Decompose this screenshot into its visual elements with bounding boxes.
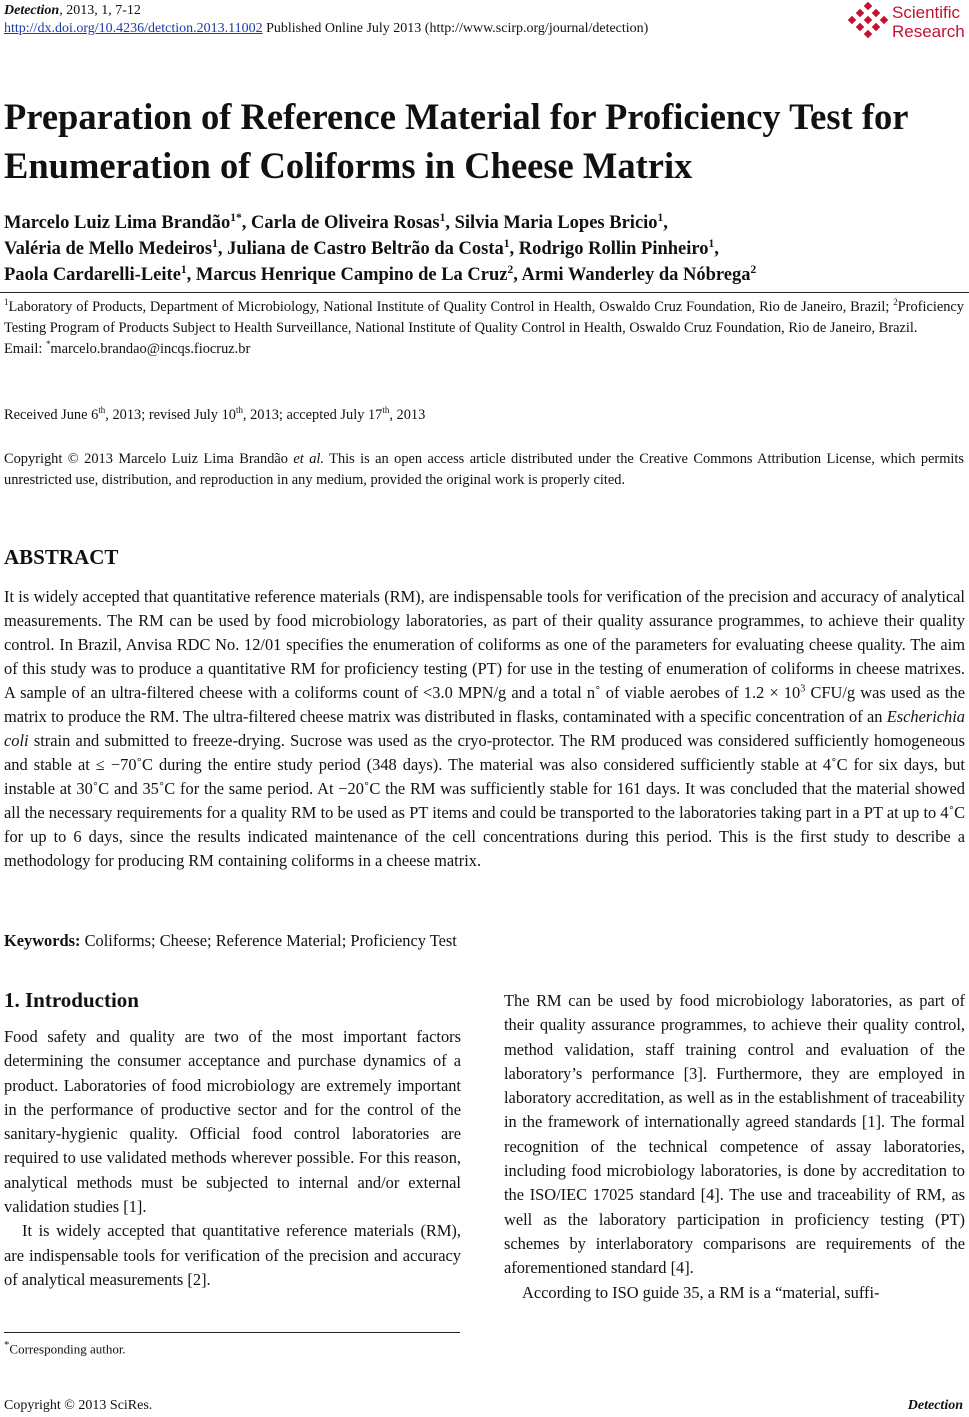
section-heading: 1. Introduction [4,988,139,1012]
paragraph: According to ISO guide 35, a RM is a “material, suffi- [522,1282,880,1302]
author-name: Juliana de Castro Beltrão da Costa [227,239,504,259]
footnote-divider [4,1332,460,1333]
affiliation-1: Laboratory of Products, Department of Microbiology, National Institute of Quality Control in Health, Oswaldo Cruz Foundation, Rio de Janeiro, Brazil; [8,299,894,315]
footer-journal: Detection [907,1398,963,1413]
journal-header [4,2,648,38]
right-column [504,989,965,1305]
keywords [4,931,457,951]
abstract-body: It is widely accepted that quantitative reference materials (RM), are indispensable tools for verification of the precision and accuracy of analytical measurements. The RM can be used by food microbiology laboratories, as part of their quality assurance programmes, to achieve their quality control. In Brazil, Anvisa RDC No. 12/01 specifies the enumeration of coliforms as one of the parameters for evaluating cheese quality. The aim of this study was to produce a quantitative RM for proficiency testing (PT) for use in the testing of enumeration of coliforms in cheese matrixes. A sample of an ultra-filtered cheese with a coliforms count of <3.0 MPN/g and a total n˚ of viable aerobes of $1.2 \times 10^3$ CFU/g was used as the matrix to produce the RM. The ultra-filtered cheese matrix was distributed in flasks, contaminated with a specific concentration of an Escherichia coli strain and submitted to freeze-drying. Sucrose was used as the cryo-protector. The RM produced was considered sufficiently homogeneous and stable at ≤ −70˚C during the entire study period (348 days). The material was also considered sufficiently stable at 4˚C for six days, but instable at 30˚C and 35˚C for the same period. At −20˚C the RM was sufficiently stable for 161 days. It was concluded that the material showed all the necessary requirements for a quality RM to be used as PT items and could be transported to the laboratories taking part in a PT at up to 4˚C for up to 6 days, since the results indicated maintenance of the cell concentrations during this period. This is the first study to describe a methodology for producing RM containing coliforms in a cheese matrix. [4,587,965,870]
received-dates: Received June 6th, 2013; revised July 10th, 2013; accepted July 17th, 2013 [4,405,426,423]
author-list: Marcelo Luiz Lima Brandão$^{1*}$, Carla de Oliveira Rosas$^1$, Silvia Maria Lopes Bricio$^1$, Valéria de Mello Medeiros$^1$, Juliana de Castro Beltrão da Costa$^1$, Rodrigo Rollin Pinheiro$^1$, Paola Cardarelli-Leite$^1$, Marcus Henrique Campino de La Cruz$^2$, Armi Wanderley da Nóbrega$^2$ [4,211,757,285]
footer-copyright: Copyright © 2013 SciRes. [4,1398,153,1413]
logo-mark-icon [848,2,890,40]
citation: , 2013, 1, 7-12 [59,3,141,18]
author-affiliation-mark: 1 [180,263,187,276]
author-affiliation-mark: 1 [439,211,446,224]
author-name: Carla de Oliveira Rosas [251,213,440,233]
author-affiliation-mark: 1* [230,211,242,224]
footnote: *Corresponding author. [4,1339,126,1357]
divider [0,292,969,293]
author-name: Marcelo Luiz Lima Brandão [4,213,231,233]
author-name: Marcus Henrique Campino de La Cruz [195,265,508,285]
title-line-1: Preparation of Reference Material for Proficiency Test for [4,96,909,137]
affiliation-2: Proficiency Testing Program of Products Subject to Health Surveillance, National Institute of Quality Control in Health, Oswaldo Cruz Foundation, Rio de Janeiro, Brazil. [4,299,964,336]
title-line-2: Enumeration of Coliforms in Cheese Matrix [4,145,693,186]
abstract-heading: ABSTRACT [4,545,119,569]
author-name: Paola Cardarelli-Leite [4,265,181,285]
logo-line-2: Research [892,22,965,41]
keywords-label: Keywords: [4,931,81,950]
author-affiliation-mark: 1 [657,211,664,224]
author-name: Rodrigo Rollin Pinheiro [518,239,709,259]
paragraph: The RM can be used by food microbiology laboratories, as part of their quality assurance programmes, to achieve their quality control, method validation, staff training control and evaluation of the laboratory’s performance [3]. Furthermore, they are employed in laboratory accreditation, as well as in the establishment of traceability in the framework of internationally agreed standards [1]. The formal recognition of the technical competence of assay laboratories, including food microbiology laboratories, is done by accreditation to the ISO/IEC 17025 standard [4]. The use and traceability of RM, as well as the laboratory participation in proficiency testing (PT) schemes by interlaboratory comparisons are requirements of the aforementioned standard [4]. [504,991,965,1278]
author-affiliation-mark: 1 [708,237,715,250]
doi-link[interactable]: http://dx.doi.org/10.4236/detction.2013.11002 [4,21,263,36]
copyright-notice: Copyright © 2013 Marcelo Luiz Lima Brandão et al. This is an open access article distributed under the Creative Commons Attribution License, which permits unrestricted use, distribution, and reproduction in any medium, provided the original work is properly cited. [4,451,965,488]
author-affiliation-mark: 1 [503,237,510,250]
logo-text [892,3,965,41]
author-affiliation-mark: 2 [507,263,514,276]
publisher-logo [848,2,969,42]
paragraph: Food safety and quality are two of the most important factors determining the consumer acceptance and purchase dynamics of a product. Laboratories of food microbiology are extremely important in the performance of productive sector and for the control of the sanitary-hygienic quality. Official food control laboratories are required to use validated methods wherever possible. For this reason, analytical methods must be subjected to internal and/or external validation studies [1]. [4,1027,461,1217]
left-column [4,1025,461,1292]
paper-title [4,92,964,190]
logo-line-1: Scientific [892,3,961,22]
published-info: Published Online July 2013 (http://www.scirp.org/journal/detection) [262,21,649,36]
author-affiliation-mark: 1 [212,237,218,250]
affiliations: $^1$Laboratory of Products, Department of Microbiology, National Institute of Quality Control in Health, Oswaldo Cruz Foundation, Rio de Janeiro, Brazil; $^2$Proficiency Testing Program of Products Subject to Health Surveillance, National Institute of Quality Control in Health, Oswaldo Cruz Foundation, Rio de Janeiro, Brazil. Email: *marcelo.brandao@incqs.fiocruz.br [4,297,964,357]
email-label: Email: [4,341,46,357]
paragraph: It is widely accepted that quantitative reference materials (RM), are indispensable tools for verification of the precision and accuracy of analytical measurements [2]. [4,1221,461,1289]
keywords-text: Coliforms; Cheese; Reference Material; Proficiency Test [80,931,457,950]
journal-name: Detection [4,3,60,18]
author-name: Valéria de Mello Medeiros [4,239,213,259]
author-affiliation-mark: 2 [750,263,757,276]
author-name: Silvia Maria Lopes Bricio [454,213,658,233]
author-name: Armi Wanderley da Nóbrega [521,265,751,285]
email-address[interactable]: marcelo.brandao@incqs.fiocruz.br [50,341,251,357]
